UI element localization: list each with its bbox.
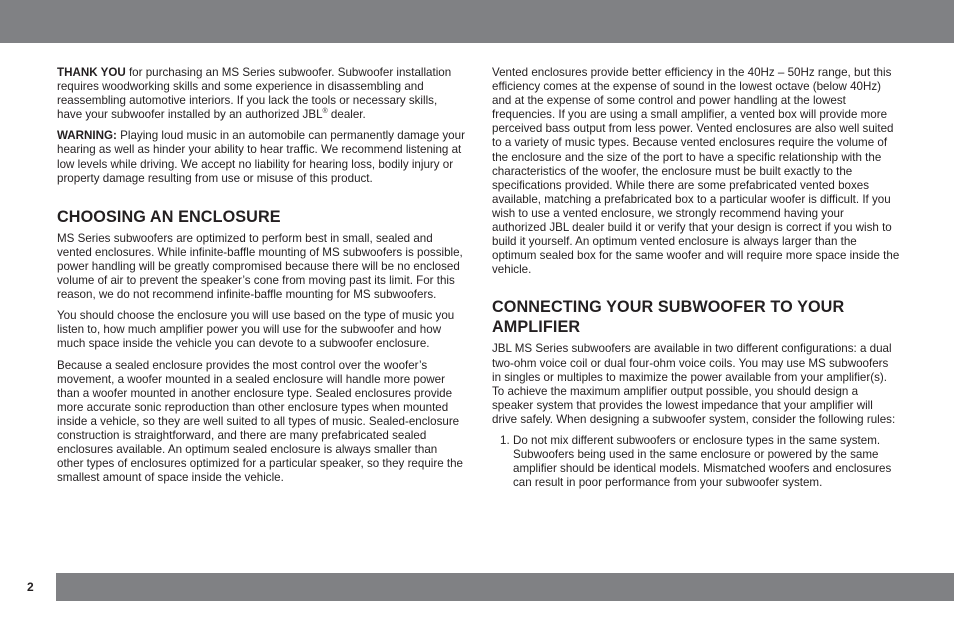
heading-choosing-enclosure: CHOOSING AN ENCLOSURE [57, 207, 281, 226]
rules-list [492, 434, 900, 490]
thank-you-tail: dealer. [327, 108, 366, 122]
page-number: 2 [27, 580, 34, 594]
vented-paragraph: Vented enclosures provide better efficiency in the 40Hz – 50Hz range, but this efficiency comes at the expense of sound in the lowest octave (below 40Hz) and at the expense of some control and power handling at the lowest frequencies. If you are using a small amplifier, a vented box will provide more perceived bass output from less power. Vented enclosures are also well suited to a variety of music types. Because vented enclosures require the volume of the enclosure and the size of the port to have a specific relationship with the characteristics of the woofer, the enclosure must be built exactly to the specifications provided. While there are some prefabricated vented boxes available, matching a prefabricated box to a particular woofer is difficult. If you wish to use a vented enclosure, we strongly recommend having your authorized JBL dealer build it or verify that your design is correct if you wish to build it yourself. An optimum vented enclosure is always larger than the optimum sealed box for the same woofer and will require more space inside the vehicle. [492, 66, 900, 277]
left-column [57, 66, 465, 492]
thank-you-lead: THANK YOU [57, 66, 126, 79]
thank-you-paragraph [57, 66, 465, 122]
header-band [0, 0, 954, 43]
right-column [492, 66, 900, 490]
warning-lead: WARNING: [57, 129, 117, 143]
choosing-paragraph-1: MS Series subwoofers are optimized to perform best in small, sealed and vented enclosures. While infinite-baffle mounting of MS subwoofers is possible, power handling will be greatly compromised because there will be no enclosed volume of air to prevent the speaker’s cone from moving past its limit. For this reason, we do not recommend infinite-baffle mounting for MS subwoofers. [57, 231, 463, 302]
warning-paragraph [57, 129, 465, 185]
heading-connecting-subwoofer: CONNECTING YOUR SUBWOOFER TO YOUR AMPLIFIER [492, 298, 845, 337]
connecting-paragraph: JBL MS Series subwoofers are available in two different configurations: a dual two-ohm voice coil or dual four-ohm voice coils. You may use MS subwoofers in singles or multiples to maximize the power available from your amplifier(s). To achieve the maximum amplifier output possible, you should design a speaker system that provides the lowest impedance that your amplifier will drive safely. When designing a subwoofer system, consider the following rules: [492, 342, 896, 426]
choosing-paragraph-3: Because a sealed enclosure provides the most control over the woofer’s movement, a woofer mounted in a sealed enclosure will handle more power than a woofer mounted in another enclosure type. Sealed enclosures provide more accurate sonic reproduction than other enclosure types when mounted inside a vehicle, so they are well suited to all types of music. Sealed-enclosure construction is straightforward, and there are many prefabricated sealed enclosures available. An optimum sealed enclosure is always smaller than other types of enclosures optimized for a particular speaker, so they require the smallest amount of space inside the vehicle. [57, 358, 463, 485]
rule-number: 1. [500, 433, 510, 447]
rule-text: Do not mix different subwoofers or enclosure types in the same system. Subwoofers being used in the same enclosure or powered by the same amplifier should be identical models. Mismatched woofers and enclosures can result in poor performance from your subwoofer system. [513, 433, 892, 490]
thank-you-body: for purchasing an MS Series subwoofer. Subwoofer installation requires woodworking skills and some experience in disassembling and reassembling automotive interiors. If you lack the tools or necessary skills, have your subwoofer installed by an authorized JBL [57, 66, 452, 122]
footer-band [56, 573, 954, 601]
rule-item [492, 434, 900, 490]
choosing-paragraph-2: You should choose the enclosure you will use based on the type of music you listen to, how much amplifier power you will use for the subwoofer and how much space inside the vehicle you can devote to a subwoofer enclosure. [57, 309, 455, 351]
registered-mark: ® [322, 108, 328, 116]
warning-body: Playing loud music in an automobile can permanently damage your hearing as well as hinder your ability to hear traffic. We recommend listening at low levels while driving. We accept no liability for hearing loss, bodily injury or property damage resulting from use or misuse of this product. [57, 129, 465, 185]
